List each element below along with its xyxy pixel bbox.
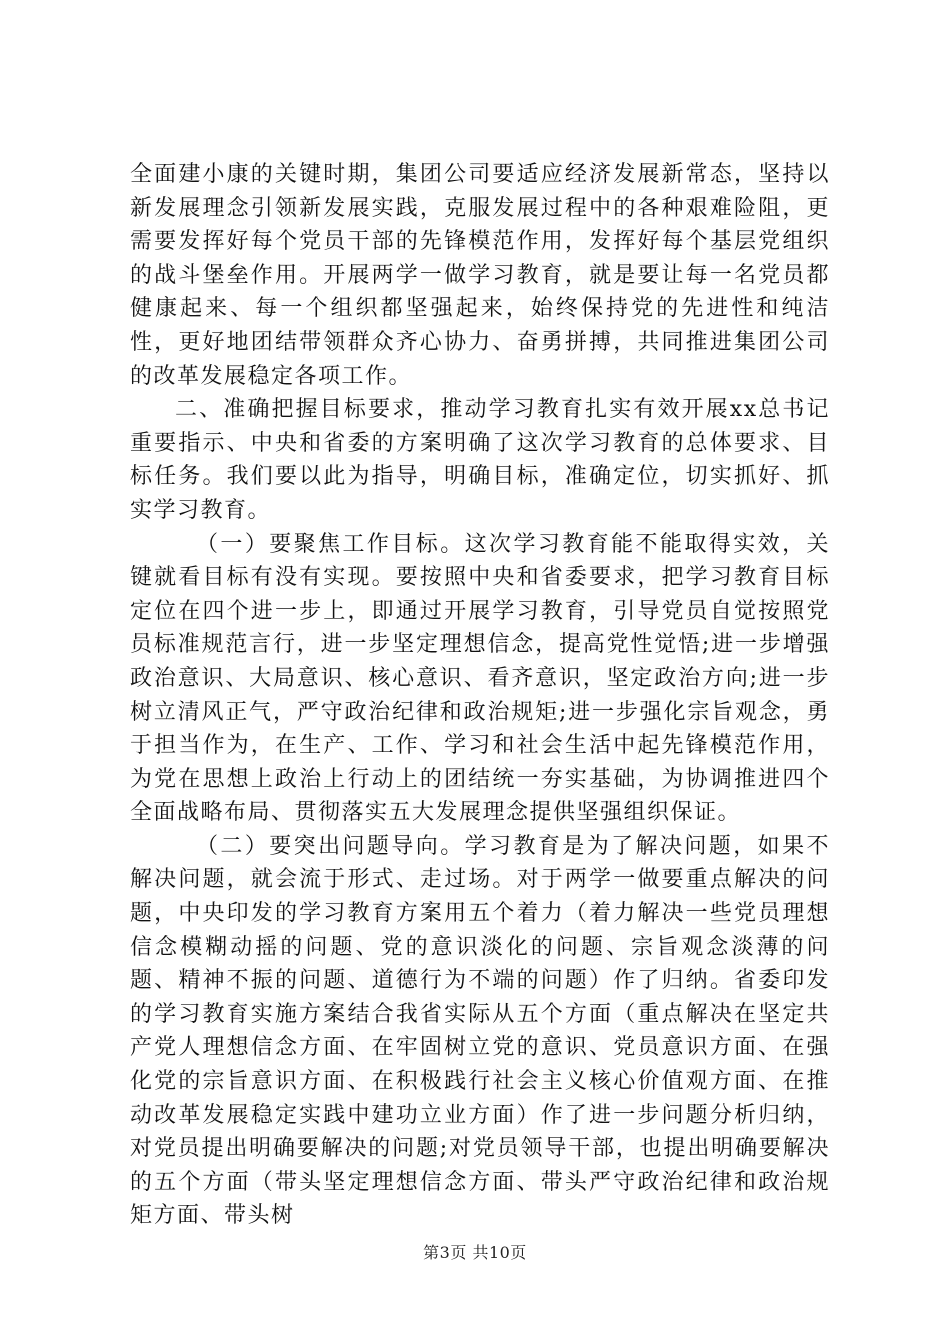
page-number-footer: 第3页 共10页 [423, 1243, 527, 1262]
paragraph-2: 二、准确把握目标要求，推动学习教育扎实有效开展xx总书记重要指示、中央和省委的方案明确了这次学习教育的总体要求、目标任务。我们要以此为指导，明确目标，准确定位，切实抓好、抓实学习教育。 [130, 397, 830, 523]
document-body [130, 158, 830, 1233]
paragraph-4: （二）要突出问题导向。学习教育是为了解决问题，如果不解决问题，就会流于形式、走过场。对于两学一做要重点解决的问题，中央印发的学习教育方案用五个着力（着力解决一些党员理想信念模糊动摇的问题、党的意识淡化的问题、宗旨观念淡薄的问题、精神不振的问题、道德行为不端的问题）作了归纳。省委印发的学习教育实施方案结合我省实际从五个方面（重点解决在坚定共产党人理想信念方面、在牢固树立党的意识、党员意识方面、在强化党的宗旨意识方面、在积极践行社会主义核心价值观方面、在推动改革发展稳定实践中建功立业方面）作了进一步问题分析归纳，对党员提出明确要解决的问题;对党员领导干部，也提出明确要解决的五个方面（带头坚定理想信念方面、带头严守政治纪律和政治规矩方面、带头树 [130, 833, 830, 1229]
paragraph-3: （一）要聚焦工作目标。这次学习教育能不能取得实效，关键就看目标有没有实现。要按照中央和省委要求，把学习教育目标定位在四个进一步上，即通过开展学习教育，引导党员自觉按照党员标准规范言行，进一步坚定理想信念，提高党性觉悟;进一步增强政治意识、大局意识、核心意识、看齐意识，坚定政治方向;进一步树立清风正气，严守政治纪律和政治规矩;进一步强化宗旨观念，勇于担当作为，在生产、工作、学习和社会生活中起先锋模范作用，为党在思想上政治上行动上的团结统一夯实基础，为协调推进四个全面战略布局、贯彻落实五大发展理念提供坚强组织保证。 [130, 531, 830, 826]
paragraph-1: 全面建小康的关键时期，集团公司要适应经济发展新常态，坚持以新发展理念引领新发展实践，克服发展过程中的各种艰难险阻，更需要发挥好每个党员干部的先锋模范作用，发挥好每个基层党组织的战斗堡垒作用。开展两学一做学习教育，就是要让每一名党员都健康起来、每一个组织都坚强起来，始终保持党的先进性和纯洁性，更好地团结带领群众齐心协力、奋勇拼搏，共同推进集团公司的改革发展稳定各项工作。 [130, 162, 830, 389]
